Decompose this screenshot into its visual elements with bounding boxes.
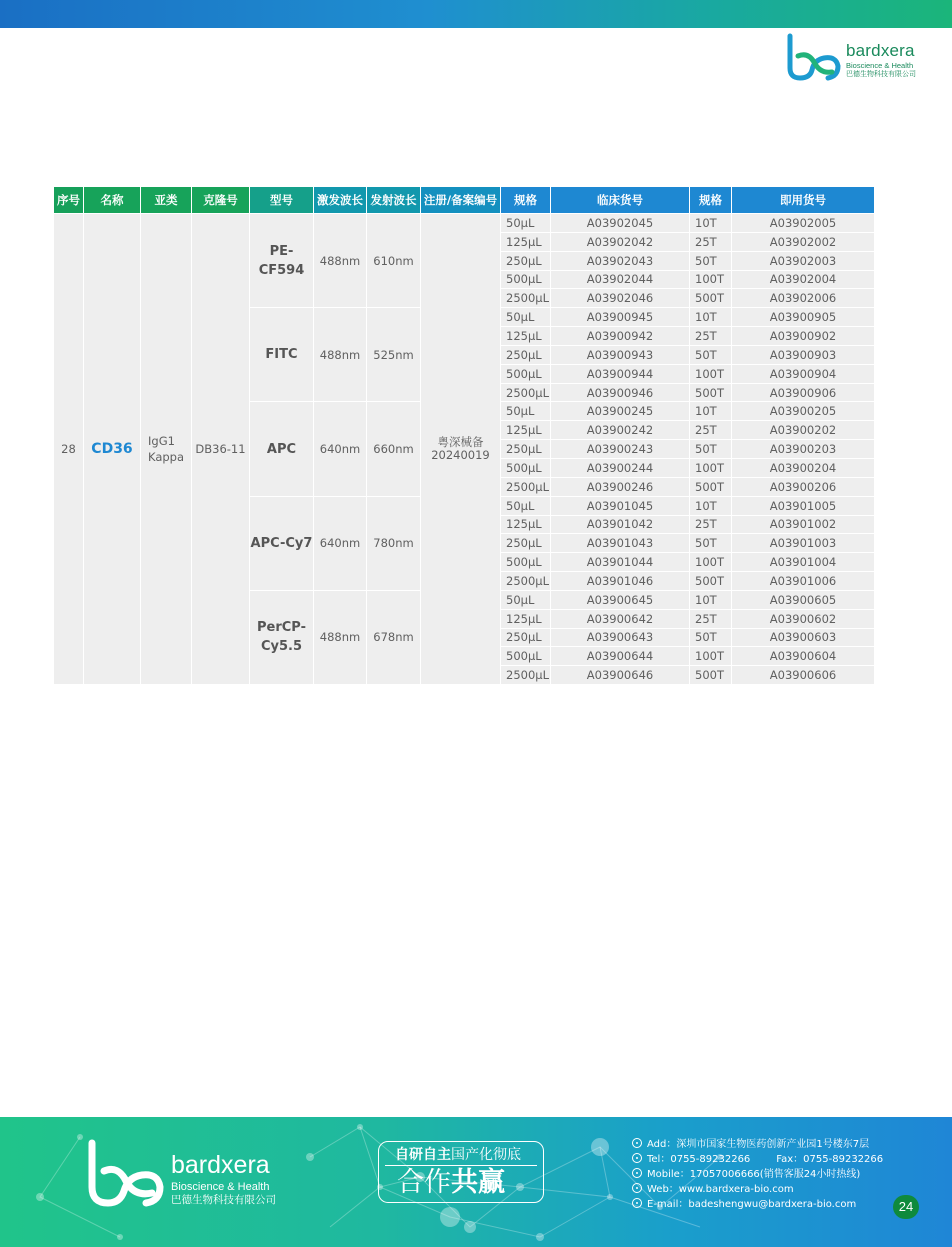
emission-cell: 660nm: [367, 402, 421, 496]
excitation-cell: 640nm: [314, 402, 367, 496]
contact-info: [632, 1137, 892, 1212]
ready-spec-cell: 50T: [690, 345, 732, 364]
column-header: 发射波长: [367, 187, 421, 214]
ready-catalog-cell: A03900605: [732, 590, 875, 609]
clinical-spec-cell: 50µL: [501, 496, 551, 515]
ready-spec-cell: 500T: [690, 289, 732, 308]
clinical-spec-cell: 500µL: [501, 553, 551, 572]
clinical-spec-cell: 125µL: [501, 327, 551, 346]
clinical-spec-cell: 2500µL: [501, 477, 551, 496]
address-text: Add：深圳市国家生物医药创新产业园1号楼东7层: [647, 1139, 870, 1150]
top-color-band: [0, 0, 952, 28]
clinical-spec-cell: 250µL: [501, 534, 551, 553]
column-header: 克隆号: [192, 187, 250, 214]
table-header-row: [54, 187, 875, 214]
clinical-spec-cell: 2500µL: [501, 572, 551, 591]
column-header: 规格: [690, 187, 732, 214]
ready-catalog-cell: A03902006: [732, 289, 875, 308]
clinical-catalog-cell: A03900242: [551, 421, 690, 440]
clinical-spec-cell: 2500µL: [501, 383, 551, 402]
ready-spec-cell: 50T: [690, 440, 732, 459]
slogan-top-bold: 自研自主: [395, 1147, 451, 1163]
ready-spec-cell: 25T: [690, 232, 732, 251]
ready-spec-cell: 25T: [690, 515, 732, 534]
ready-spec-cell: 500T: [690, 572, 732, 591]
fax-text: Fax：0755-89232266: [776, 1154, 884, 1165]
column-header: 注册/备案编号: [421, 187, 501, 214]
model-type-cell: FITC: [250, 308, 314, 402]
footer-brand-company: 巴德生物科技有限公司: [171, 1194, 276, 1206]
slogan-bottom: [397, 1166, 505, 1200]
ready-catalog-cell: A03900602: [732, 609, 875, 628]
product-subclass-cell: IgG1 Kappa: [141, 214, 192, 685]
footer-logo: [85, 1139, 285, 1209]
clinical-catalog-cell: A03900943: [551, 345, 690, 364]
clinical-spec-cell: 50µL: [501, 308, 551, 327]
clinical-spec-cell: 2500µL: [501, 289, 551, 308]
clinical-catalog-cell: A03902044: [551, 270, 690, 289]
ready-catalog-cell: A03900204: [732, 458, 875, 477]
ready-catalog-cell: A03900604: [732, 647, 875, 666]
slogan-bottom-bold: 共赢: [451, 1167, 505, 1198]
table-body: [54, 214, 875, 685]
clinical-catalog-cell: A03900243: [551, 440, 690, 459]
emission-cell: 525nm: [367, 308, 421, 402]
location-icon: [632, 1138, 642, 1148]
footer-brand-subtitle: Bioscience & Health: [171, 1181, 270, 1193]
header-brand-name: bardxera: [846, 41, 915, 60]
slogan-top-rest: 国产化彻底: [451, 1147, 521, 1163]
ready-spec-cell: 500T: [690, 383, 732, 402]
slogan-bottom-plain: 合作: [397, 1167, 451, 1198]
model-type-cell: APC: [250, 402, 314, 496]
ready-catalog-cell: A03902003: [732, 251, 875, 270]
ready-spec-cell: 50T: [690, 628, 732, 647]
ready-catalog-cell: A03900904: [732, 364, 875, 383]
ready-spec-cell: 10T: [690, 402, 732, 421]
ready-spec-cell: 100T: [690, 270, 732, 289]
clinical-catalog-cell: A03900644: [551, 647, 690, 666]
ready-catalog-cell: A03900205: [732, 402, 875, 421]
clinical-catalog-cell: A03900945: [551, 308, 690, 327]
header-brand-subtitle: Bioscience & Health: [846, 61, 914, 70]
product-spec-table: [53, 186, 875, 685]
column-header: 亚类: [141, 187, 192, 214]
ready-spec-cell: 10T: [690, 590, 732, 609]
contact-email: [632, 1197, 892, 1212]
clinical-catalog-cell: A03900246: [551, 477, 690, 496]
ready-spec-cell: 500T: [690, 477, 732, 496]
email-icon: [632, 1198, 642, 1208]
excitation-cell: 488nm: [314, 214, 367, 308]
ready-catalog-cell: A03900906: [732, 383, 875, 402]
clinical-catalog-cell: A03900942: [551, 327, 690, 346]
ready-catalog-cell: A03900902: [732, 327, 875, 346]
slogan-box: [378, 1141, 544, 1203]
clinical-spec-cell: 125µL: [501, 232, 551, 251]
header-brand-company: 巴德生物科技有限公司: [846, 70, 916, 78]
clinical-spec-cell: 50µL: [501, 214, 551, 233]
ready-spec-cell: 100T: [690, 458, 732, 477]
ready-spec-cell: 25T: [690, 421, 732, 440]
clinical-catalog-cell: A03900244: [551, 458, 690, 477]
clinical-catalog-cell: A03902042: [551, 232, 690, 251]
column-header: 序号: [54, 187, 84, 214]
clinical-spec-cell: 50µL: [501, 402, 551, 421]
column-header: 名称: [84, 187, 141, 214]
ready-spec-cell: 100T: [690, 364, 732, 383]
ready-catalog-cell: A03901003: [732, 534, 875, 553]
product-name-cell: CD36: [84, 214, 141, 685]
column-header: 激发波长: [314, 187, 367, 214]
ready-catalog-cell: A03902005: [732, 214, 875, 233]
header-logo: [784, 32, 944, 82]
emission-cell: 610nm: [367, 214, 421, 308]
clinical-catalog-cell: A03900946: [551, 383, 690, 402]
email-link[interactable]: E-mail：badeshengwu@bardxera-bio.com: [647, 1199, 857, 1210]
mobile-text: Mobile：17057006666(销售客服24小时热线): [647, 1169, 861, 1180]
clinical-spec-cell: 500µL: [501, 647, 551, 666]
excitation-cell: 488nm: [314, 308, 367, 402]
footer-banner: [0, 1117, 952, 1247]
ready-catalog-cell: A03901002: [732, 515, 875, 534]
ready-spec-cell: 25T: [690, 327, 732, 346]
clinical-catalog-cell: A03902043: [551, 251, 690, 270]
clinical-catalog-cell: A03900642: [551, 609, 690, 628]
clinical-catalog-cell: A03900645: [551, 590, 690, 609]
ready-spec-cell: 10T: [690, 496, 732, 515]
clinical-spec-cell: 125µL: [501, 609, 551, 628]
emission-cell: 678nm: [367, 590, 421, 684]
contact-web: [632, 1182, 892, 1197]
ready-spec-cell: 25T: [690, 609, 732, 628]
product-index-cell: 28: [54, 214, 84, 685]
column-header: 型号: [250, 187, 314, 214]
clinical-spec-cell: 500µL: [501, 270, 551, 289]
ready-spec-cell: 10T: [690, 308, 732, 327]
footer-brand-name: bardxera: [171, 1151, 270, 1179]
web-link[interactable]: Web：www.bardxera-bio.com: [647, 1184, 794, 1195]
ready-spec-cell: 50T: [690, 251, 732, 270]
mobile-icon: [632, 1168, 642, 1178]
ready-spec-cell: 10T: [690, 214, 732, 233]
emission-cell: 780nm: [367, 496, 421, 590]
clinical-catalog-cell: A03901043: [551, 534, 690, 553]
clinical-catalog-cell: A03900646: [551, 666, 690, 685]
excitation-cell: 488nm: [314, 590, 367, 684]
ready-catalog-cell: A03901005: [732, 496, 875, 515]
clinical-catalog-cell: A03900245: [551, 402, 690, 421]
ready-catalog-cell: A03900202: [732, 421, 875, 440]
product-clone-cell: DB36-11: [192, 214, 250, 685]
clinical-spec-cell: 250µL: [501, 345, 551, 364]
ready-catalog-cell: A03902002: [732, 232, 875, 251]
contact-mobile: [632, 1167, 892, 1182]
ready-catalog-cell: A03900905: [732, 308, 875, 327]
ready-catalog-cell: A03902004: [732, 270, 875, 289]
ready-catalog-cell: A03900903: [732, 345, 875, 364]
clinical-spec-cell: 250µL: [501, 440, 551, 459]
clinical-catalog-cell: A03901045: [551, 496, 690, 515]
clinical-catalog-cell: A03901042: [551, 515, 690, 534]
page-number-badge: 24: [893, 1195, 919, 1219]
web-icon: [632, 1183, 642, 1193]
column-header: 规格: [501, 187, 551, 214]
excitation-cell: 640nm: [314, 496, 367, 590]
model-type-cell: APC-Cy7: [250, 496, 314, 590]
table-row: [54, 214, 875, 233]
ready-catalog-cell: A03900606: [732, 666, 875, 685]
ready-spec-cell: 500T: [690, 666, 732, 685]
clinical-spec-cell: 500µL: [501, 458, 551, 477]
clinical-spec-cell: 250µL: [501, 628, 551, 647]
clinical-catalog-cell: A03901044: [551, 553, 690, 572]
clinical-spec-cell: 500µL: [501, 364, 551, 383]
column-header: 临床货号: [551, 187, 690, 214]
clinical-spec-cell: 250µL: [501, 251, 551, 270]
slogan-top: [395, 1144, 521, 1164]
model-type-cell: PerCP-Cy5.5: [250, 590, 314, 684]
tel-text: Tel：0755-89232266: [647, 1154, 751, 1165]
clinical-spec-cell: 50µL: [501, 590, 551, 609]
ready-spec-cell: 100T: [690, 553, 732, 572]
clinical-catalog-cell: A03900643: [551, 628, 690, 647]
ready-spec-cell: 100T: [690, 647, 732, 666]
model-type-cell: PE-CF594: [250, 214, 314, 308]
registration-cell: 粤深械备 20240019: [421, 214, 501, 685]
clinical-spec-cell: 125µL: [501, 515, 551, 534]
contact-tel: [632, 1152, 892, 1167]
clinical-catalog-cell: A03901046: [551, 572, 690, 591]
clinical-spec-cell: 2500µL: [501, 666, 551, 685]
ready-catalog-cell: A03900203: [732, 440, 875, 459]
clinical-catalog-cell: A03902045: [551, 214, 690, 233]
clinical-catalog-cell: A03902046: [551, 289, 690, 308]
bx-logo-icon: [784, 32, 844, 82]
ready-catalog-cell: A03900206: [732, 477, 875, 496]
column-header: 即用货号: [732, 187, 875, 214]
contact-address: [632, 1137, 892, 1152]
phone-icon: [632, 1153, 642, 1163]
clinical-catalog-cell: A03900944: [551, 364, 690, 383]
ready-catalog-cell: A03901004: [732, 553, 875, 572]
ready-spec-cell: 50T: [690, 534, 732, 553]
ready-catalog-cell: A03901006: [732, 572, 875, 591]
ready-catalog-cell: A03900603: [732, 628, 875, 647]
clinical-spec-cell: 125µL: [501, 421, 551, 440]
